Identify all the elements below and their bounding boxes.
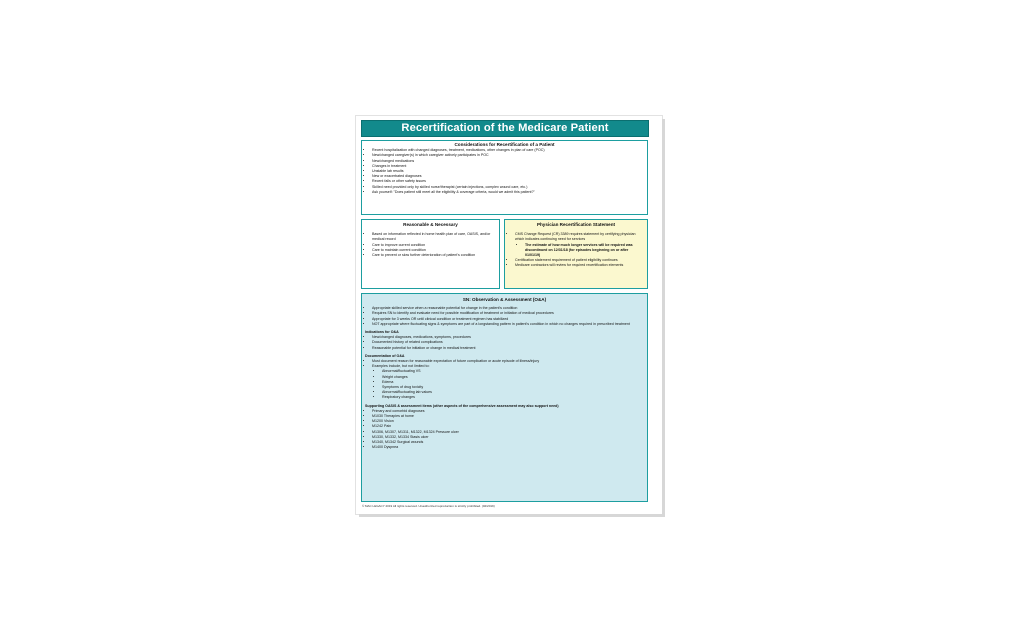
list-item: • New or exacerbated diagnoses	[372, 174, 644, 179]
list-item: • Appropriate for 3 weeks OR until clinical condition or treatment regimen has stabilized	[372, 317, 644, 322]
considerations-heading: Considerations for Recertification of a Patient	[454, 142, 555, 147]
list-item: • Care to maintain current condition	[372, 248, 496, 253]
list-item: • M1340, M1342 Surgical wounds	[372, 440, 644, 445]
list-item: • Certification statement requirement of patient eligibility continues	[515, 258, 644, 263]
considerations-list	[365, 148, 644, 195]
list-item	[515, 232, 644, 258]
observation-list	[365, 306, 644, 327]
supporting-heading: Supporting OASIS & assessment items (other aspects of the comprehensive assessment may also support need)	[365, 403, 559, 408]
supporting-list	[365, 409, 644, 451]
observation-heading: SN: Observation & Assessment (O&A)	[462, 297, 547, 302]
list-item: • Documented history of related complications	[372, 340, 644, 345]
list-item: • Care to prevent or slow further deterioration of patient's condition	[372, 253, 496, 258]
list-item: • Skilled need provided only by skilled nurse/therapist (certain injections, complex wound care, etc.)	[372, 185, 644, 190]
list-item: • Must document reason for reasonable expectation of future complication or acute episode of illness/injury	[372, 359, 644, 364]
list-item: • Edema	[382, 380, 644, 385]
indications-heading: Indications for O&A	[365, 330, 399, 335]
list-item: • Abnormal/fluctuating VS	[382, 369, 644, 374]
list-item: • M1200 Vision	[372, 419, 644, 424]
considerations-box	[361, 140, 648, 215]
list-item: • Ask yourself: "Does patient still meet all the eligibility & coverage criteria, would we admit this patient?"	[372, 190, 644, 195]
physician-list	[508, 232, 644, 268]
list-item: • Appropriate skilled service when a reasonable potential for change in the patient's condition	[372, 306, 644, 311]
document-page	[356, 116, 662, 514]
list-item: • Changes in treatment	[372, 164, 644, 169]
reasonable-list	[365, 232, 496, 258]
list-item: • Unstable lab results	[372, 169, 644, 174]
list-item: • New/changed diagnoses, medications, symptoms, procedures	[372, 335, 644, 340]
list-item	[372, 364, 644, 400]
list-item: • Recent hospitalization with changed diagnoses, treatment, medications, other changes in plan of care (POC)	[372, 148, 644, 153]
list-item: • M1400 Dyspnea	[372, 445, 644, 450]
list-item	[525, 243, 644, 259]
list-item: • New/changed medications	[372, 159, 644, 164]
list-item: • M1030 Therapies at home	[372, 414, 644, 419]
list-item: • Recent falls or other safety issues	[372, 179, 644, 184]
observation-assessment-box	[361, 293, 648, 502]
list-item: • Weight changes	[382, 375, 644, 380]
list-item: • Abnormal/fluctuating lab values	[382, 390, 644, 395]
list-item: • Care to improve current condition	[372, 243, 496, 248]
list-item: • M1242 Pain	[372, 424, 644, 429]
physician-sublist	[515, 243, 644, 259]
documentation-heading: Documentation of O&A	[365, 353, 405, 358]
list-item: • M1306, M1307, M1311, M1322, M1324 Pressure ulcer	[372, 430, 644, 435]
list-item: • Requires SN to identify and evaluate need for possible modification of treatment or initiation of medical procedures	[372, 311, 644, 316]
reasonable-heading: Reasonable & Necessary	[403, 222, 458, 227]
reasonable-necessary-box	[361, 219, 500, 289]
list-item: • Medicare contractors will review for required recertification elements	[515, 263, 644, 268]
list-item-text: The estimate of how much longer services will be required was discontinued on 12/31/18 (for episodes beginning on or after 01/01/19)	[525, 242, 633, 258]
list-item: • Reasonable potential for initiation or change in medical treatment	[372, 346, 644, 351]
documentation-list	[365, 359, 644, 401]
document-title: Recertification of the Medicare Patient	[361, 120, 649, 137]
list-item: • Symptoms of drug toxicity	[382, 385, 644, 390]
examples-list	[372, 369, 644, 400]
indications-list	[365, 335, 644, 351]
list-item: • Based on information reflected in home health plan of care, OASIS, and/or medical record	[372, 232, 496, 242]
list-item: • NOT appropriate where fluctuating signs & symptoms are part of a longstanding pattern in patient's condition in which no changes required in prescribed treatment	[372, 322, 644, 327]
physician-recertification-box	[504, 219, 648, 289]
list-item: • New/changed caregiver(s) in which caregiver actively participates in POC	[372, 153, 644, 158]
list-item: • Primary and comorbid diagnoses	[372, 409, 644, 414]
copyright-footer: © MAC LEGACY 2019 All rights reserved. Unauthorized reproduction is strictly prohibited. (02/2019)	[362, 504, 495, 508]
list-item: • M1330, M1332, M1334 Stasis ulcer	[372, 435, 644, 440]
list-item-text: Examples include, but not limited to:	[372, 364, 430, 369]
list-item: • Respiratory changes	[382, 395, 644, 400]
list-item-text: CMS Change Request (CR) 3389 requires statement by certifying physician which indicates continuing need for services	[515, 232, 636, 242]
physician-heading: Physician Recertification Statement	[536, 222, 616, 227]
